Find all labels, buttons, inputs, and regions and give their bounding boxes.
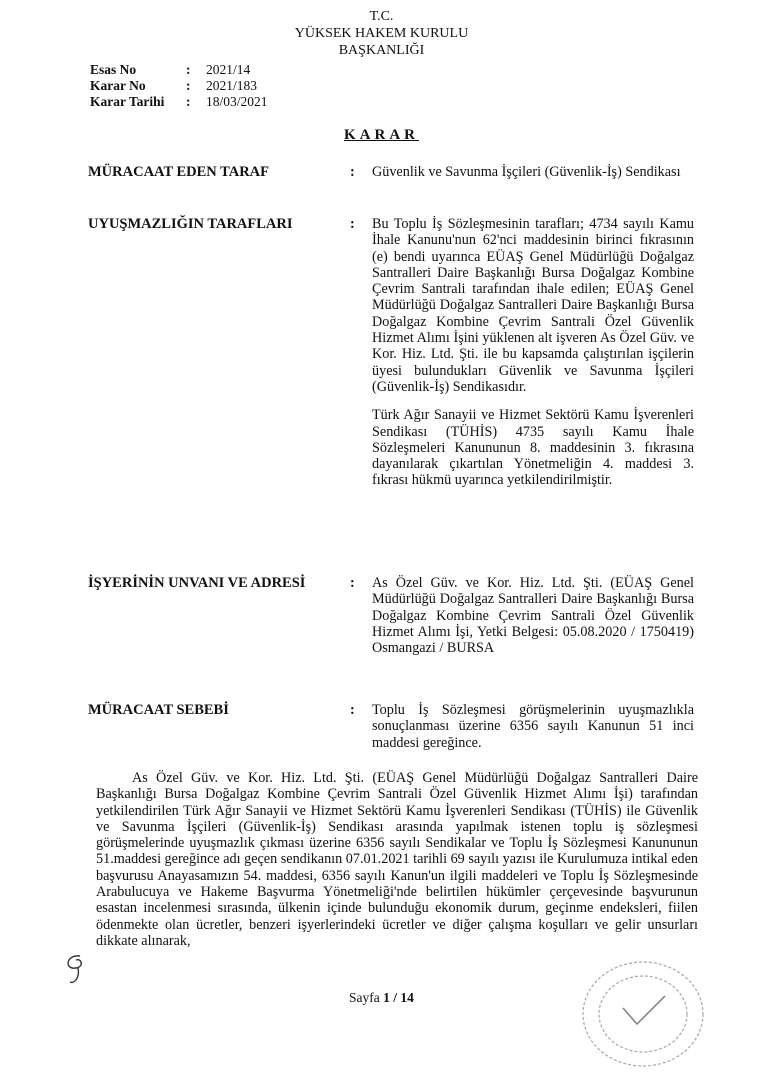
page-label: Sayfa — [349, 990, 384, 1005]
case-info — [90, 62, 268, 110]
section-paragraph: Güvenlik ve Savunma İşçileri (Güvenlik-İş) Sendikası — [372, 164, 681, 180]
section-label: MÜRACAAT SEBEBİ — [88, 702, 229, 718]
section-label: İŞYERİNİN UNVANI VE ADRESİ — [88, 575, 306, 591]
section-paragraph: Bu Toplu İş Sözleşmesinin tarafları; 4734 sayılı Kamu İhale Kanunu'nun 62'nci maddesinin birinci fıkrasının (e) bendi uyarınca EÜAŞ Genel Müdürlüğü Doğalgaz Santralleri Daire Başkanlığı Bursa Doğalgaz Kombine Çevrim Santrali tarafından ihale edilen; EÜAŞ Genel Müdürlüğü Doğalgaz Santralleri Daire Başkanlığı Bursa Doğalgaz Kombine Çevrim Santrali Özel Güvenlik Hizmet Alımı İşini yüklenen alt işveren As Özel Güv. ve Kor. Hiz. Ltd. Şti. ile bu kapsamda çalıştırılan işçilerin üyesi bulundukları Güvenlik ve Savunma İşçileri (Güvenlik-İş) Sendikasıdır. — [372, 216, 694, 395]
case-label: Karar Tarihi — [90, 94, 165, 109]
section-text — [372, 164, 694, 192]
case-value: 2021/14 — [206, 62, 251, 77]
section-text — [372, 575, 694, 668]
case-row-esas — [90, 62, 268, 78]
section-label: MÜRACAAT EDEN TARAF — [88, 164, 269, 180]
colon: : — [186, 78, 191, 93]
decision-title: KARAR — [344, 127, 419, 143]
colon: : — [350, 575, 355, 591]
section-paragraph: As Özel Güv. ve Kor. Hiz. Ltd. Şti. (EÜAŞ Genel Müdürlüğü Doğalgaz Santralleri Daire Başkanlığı Bursa Doğalgaz Kombine Çevrim Santrali Özel Güvenlik Hizmet Alımı İşi, Yetki Belgesi: 05.08.2020 / 1750419) Osmangazi / BURSA — [372, 575, 694, 657]
case-label: Karar No — [90, 78, 146, 93]
colon: : — [350, 216, 355, 232]
case-value: 18/03/2021 — [206, 94, 268, 109]
official-stamp-icon — [565, 948, 710, 1073]
body-paragraph: As Özel Güv. ve Kor. Hiz. Ltd. Şti. (EÜAŞ Genel Müdürlüğü Doğalgaz Santralleri Daire Başkanlığı Bursa Doğalgaz Kombine Çevrim Santrali Özel Güvenlik Hizmet Alımı İşi) tarafından yetkilendirilen Türk Ağır Sanayii ve Hizmet Sektörü Kamu İşverenleri Sendikası (TÜHİS) ile Güvenlik ve Savunma İşçileri (Güvenlik-İş) Sendikası arasında yapılmak istenen toplu iş sözleşmesi görüşmelerinde uyuşmazlık çıkması üzerine 6356 sayılı Sendikalar ve Toplu İş Sözleşmesi Kanununun 51.maddesi gereğince adı geçen sendikanın 07.01.2021 tarihli 69 sayılı yazısı ile Kurulumuza intikal eden başvurusu Anayasamızın 54. maddesi, 6356 sayılı Kanun'un ilgili maddeleri ve Toplu İş Sözleşmesinde Arabulucuya ve Hakeme Başvurma Yönetmeliği'nde belirtilen hükümler çerçevesinde başvurunun esastan incelenmesi sırasında, ülkenin içinde bulunduğu ekonomik durum, geçinme endeksleri, fiilen ödenmekte olan ücretler, benzeri işyerlerindeki ücretler ve diğer çalışma koşulları ve gelir unsurları dikkate alınarak, — [96, 770, 699, 949]
document-header — [0, 8, 763, 59]
header-institution: YÜKSEK HAKEM KURULU — [294, 26, 469, 41]
case-value: 2021/183 — [206, 78, 258, 93]
case-label: Esas No — [90, 62, 137, 77]
section-paragraph: Türk Ağır Sanayii ve Hizmet Sektörü Kamu İşverenleri Sendikası (TÜHİS) 4735 sayılı Kamu İhale Sözleşmeleri Kanununun 8. maddesinin 3. fıkrasına dayanılarak çıkartılan Yönetmeliğin 4. maddesi 3. fıkrası hükmü uyarınca yetkilendirilmiştir. — [372, 407, 694, 489]
section-text — [372, 216, 694, 501]
colon: : — [350, 164, 355, 180]
section-parties — [88, 216, 708, 501]
section-paragraph: Toplu İş Sözleşmesi görüşmelerinin uyuşmazlıkla sonuçlanması üzerine 6356 sayılı Kanunun 51 inci maddesi gereğince. — [372, 702, 694, 751]
page-number: 1 / 14 — [383, 990, 414, 1005]
header-office: BAŞKANLIĞI — [338, 43, 425, 58]
handwritten-initial-icon — [60, 948, 100, 988]
section-reason — [88, 702, 708, 763]
section-applicant — [88, 164, 708, 192]
section-label: UYUŞMAZLIĞIN TARAFLARI — [88, 216, 293, 232]
colon: : — [186, 94, 191, 109]
colon: : — [350, 702, 355, 718]
case-row-tarih — [90, 94, 268, 110]
case-row-karar — [90, 78, 268, 94]
section-workplace — [88, 575, 708, 668]
header-country: T.C. — [369, 9, 394, 24]
section-text — [372, 702, 694, 763]
colon: : — [186, 62, 191, 77]
